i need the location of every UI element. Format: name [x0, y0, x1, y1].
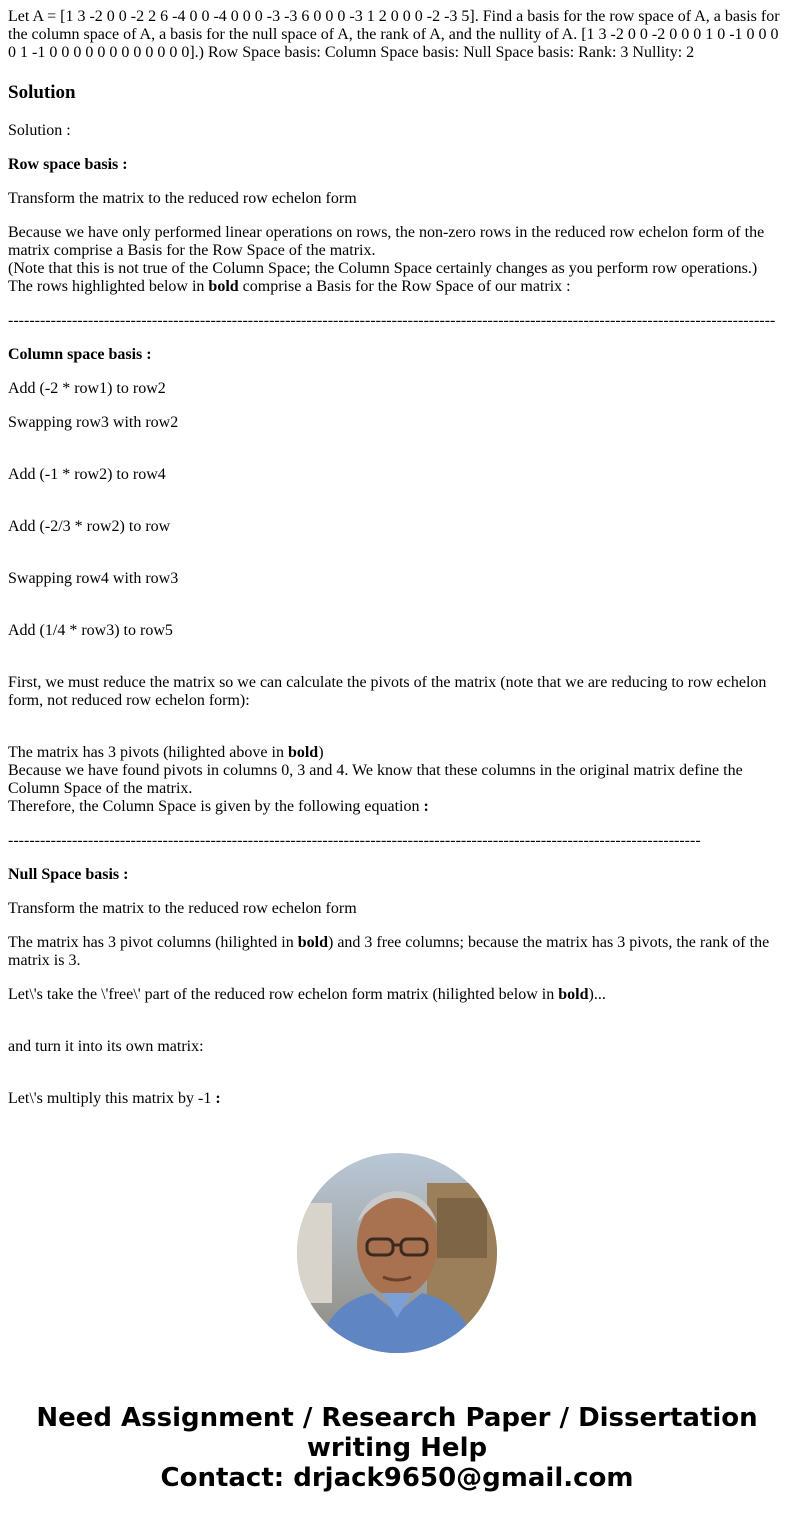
bold-word: bold: [297, 934, 328, 951]
footer-banner: [0, 1403, 794, 1493]
pivot-explanation: [8, 744, 786, 816]
row-operation: Add (1/4 * row3) to row5: [8, 622, 173, 639]
row-space-explanation: [8, 224, 786, 296]
divider: ----------------------------------------------------------------------------------------------------------------------------------: [8, 832, 701, 849]
divider: ------------------------------------------------------------------------------------------------------------------------------------------------: [8, 312, 776, 329]
solution-heading: Solution: [8, 82, 76, 103]
multiply-text-body: Let\'s multiply this matrix by -1: [8, 1090, 216, 1107]
therefore-colon: :: [423, 798, 429, 815]
avatar-photo: [297, 1153, 497, 1353]
solution-label: Solution :: [8, 122, 71, 139]
footer-line: Need Assignment / Research Paper / Dissertation: [36, 1403, 758, 1433]
row-operation: Swapping row4 with row3: [8, 570, 179, 587]
solution-content: [8, 8, 786, 1124]
reduce-text: First, we must reduce the matrix so we can calculate the pivots of the matrix (note that we are reducing to row echelon form, not reduced row echelon form):: [8, 674, 767, 709]
row-operation: Add (-2/3 * row2) to row: [8, 518, 171, 535]
bold-word: bold: [287, 744, 319, 761]
multiply-colon: :: [215, 1090, 221, 1107]
free-part-text: [8, 986, 786, 1004]
pivot-text-end: ) and 3 free columns; because the matrix has 3 pivots, the rank of the matrix is 3.: [8, 934, 770, 969]
null-space-pivot-text: [8, 934, 786, 970]
therefore-text: Therefore, the Column Space is given by the following equation: [8, 798, 424, 815]
row-space-step: Transform the matrix to the reduced row echelon form: [8, 190, 357, 207]
row-space-explain-2: (Note that this is not true of the Column Space; the Column Space certainly changes as you perform row operations.): [8, 260, 758, 277]
column-space-heading: Column space basis :: [8, 346, 152, 363]
null-space-step: Transform the matrix to the reduced row echelon form: [8, 900, 357, 917]
row-space-heading: Row space basis :: [8, 156, 128, 173]
question-text: Let A = [1 3 -2 0 0 -2 2 6 -4 0 0 -4 0 0 0 -3 -3 6 0 0 0 -3 1 2 0 0 0 -2 -3 5]. Find a basis for the row space of A, a basis for the column space of A, a basis for the null space of A, the rank of A, and the nullity of A. [1 3 -2 0 0 -2 0 0 0 1 0 -1 0 0 0 0 1 -1 0 0 0 0 0 0 0 0 0 0 0 0].) Row Space basis: Column Space basis: Null Space basis: Rank: 3 Nullity: 2: [8, 8, 780, 61]
row-operation: Add (-2 * row1) to row2: [8, 380, 166, 397]
null-space-heading: Null Space basis :: [8, 866, 129, 883]
free-text: Let\'s take the \'free\' part of the reduced row echelon form matrix (hilighted below in: [8, 986, 559, 1003]
pivots-text: The matrix has 3 pivots (hilighted above in: [8, 744, 288, 761]
footer-line: writing Help: [306, 1433, 488, 1463]
row-space-explain-3-end: comprise a Basis for the Row Space of our matrix :: [238, 278, 571, 295]
row-operation: Swapping row3 with row2: [8, 414, 179, 431]
pivot-text: The matrix has 3 pivot columns (hilighted in: [8, 934, 298, 951]
footer-contact: Contact: drjack9650@gmail.com: [160, 1463, 634, 1493]
found-text: Because we have found pivots in columns 0, 3 and 4. We know that these columns in the original matrix define the Column Space of the matrix.: [8, 762, 743, 797]
row-space-explain-1: Because we have only performed linear operations on rows, the non-zero rows in the reduced row echelon form of the matrix comprise a Basis for the Row Space of the matrix.: [8, 224, 765, 259]
bold-word: bold: [558, 986, 589, 1003]
multiply-text: [8, 1090, 786, 1108]
row-space-explain-3: The rows highlighted below in: [8, 278, 209, 295]
pivots-text-end: ): [318, 744, 324, 761]
free-text-end: )...: [588, 986, 606, 1003]
bold-word: bold: [208, 278, 239, 295]
row-operation: Add (-1 * row2) to row4: [8, 466, 166, 483]
turn-text: and turn it into its own matrix:: [8, 1038, 204, 1055]
avatar: [297, 1153, 497, 1353]
